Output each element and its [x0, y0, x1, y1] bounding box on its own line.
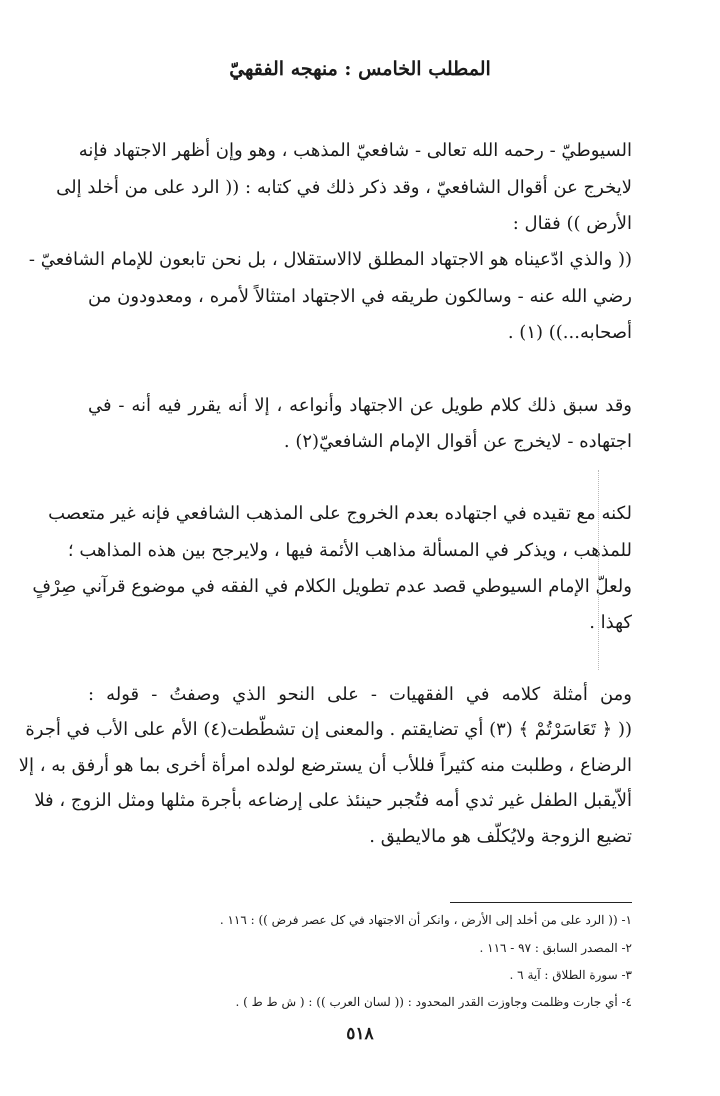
text-line: وقد سبق ذلك كلام طويل عن الاجتهاد وأنواعه ، إلا أنه يقرر فيه أنه - في — [88, 395, 632, 416]
text-line: (( والذي ادّعيناه هو الاجتهاد المطلق لاالاستقلال ، بل نحن تابعون للإمام الشافعيّ - — [28, 249, 632, 270]
footnote-separator — [450, 902, 632, 903]
text-line: السيوطيّ - رحمه الله تعالى - شافعيّ المذهب ، وهو وإن أظهر الاجتهاد فإنه — [78, 140, 632, 161]
text-line: تضيع الزوجة ولايُكلّف هو مالايطيق . — [369, 826, 632, 847]
footnote: ٤- أي جارت وظلمت وجاوزت القدر المحدود : (( لسان العرب )) : ( ش ط ط ) . — [235, 995, 632, 1009]
footnote: ٣- سورة الطلاق : آية ٦ . — [509, 968, 632, 982]
text-line: ومن أمثلة كلامه في الفقهيات - على النحو الذي وصفتُ - قوله : — [88, 684, 632, 705]
footnote: ١- (( الرد على من أخلد إلى الأرض ، وانكر أن الاجتهاد في كل عصر فرض )) : ١١٦ . — [219, 913, 632, 927]
page-number: ٥١٨ — [346, 1024, 374, 1044]
text-line: الأرض )) فقال : — [512, 213, 632, 234]
text-line: (( ﴿ تَعَاسَرْتُمْ ﴾ (٣) أي تضايقتم . والمعنى إن تشطّطت(٤) الأم على الأب في أجرة — [25, 719, 632, 740]
footnote: ٢- المصدر السابق : ٩٧ - ١١٦ . — [479, 941, 632, 955]
text-line: لكنه مع تقيده في اجتهاده بعدم الخروج على المذهب الشافعي فإنه غير متعصب — [48, 503, 632, 524]
text-line: ألاّيقبل الطفل غير ثدي أمه فتُجبر حينئذ على إرضاعه بأجرة مثلها ومثل الزوج ، فلا — [34, 790, 632, 811]
scan-crease — [598, 470, 599, 670]
text-line: الرضاع ، وطلبت منه كثيراً فللأب أن يسترضع لولده امرأة أخرى بما هو أرفق به ، إلا — [18, 755, 632, 776]
text-line: رضي الله عنه - وسالكون طريقه في الاجتهاد امتثالاً لأمره ، ومعدودون من — [88, 286, 632, 307]
text-line: أصحابه...)) (١) . — [507, 322, 632, 343]
text-line: ولعلّ الإمام السيوطي قصد عدم تطويل الكلام في الفقه في موضوع قرآني صِرْفٍ — [32, 576, 632, 597]
text-line: لايخرج عن أقوال الشافعيّ ، وقد ذكر ذلك في كتابه : (( الرد على من أخلد إلى — [56, 177, 632, 198]
text-line: للمذهب ، ويذكر في المسألة مذاهب الأئمة فيها ، ولايرجح بين هذه المذاهب ؛ — [67, 540, 632, 561]
section-title: المطلب الخامس : منهجه الفقهيّ — [229, 58, 491, 80]
text-line: كهذا . — [589, 612, 632, 633]
text-line: اجتهاده - لايخرج عن أقوال الإمام الشافعيّ(٢) . — [283, 431, 632, 452]
